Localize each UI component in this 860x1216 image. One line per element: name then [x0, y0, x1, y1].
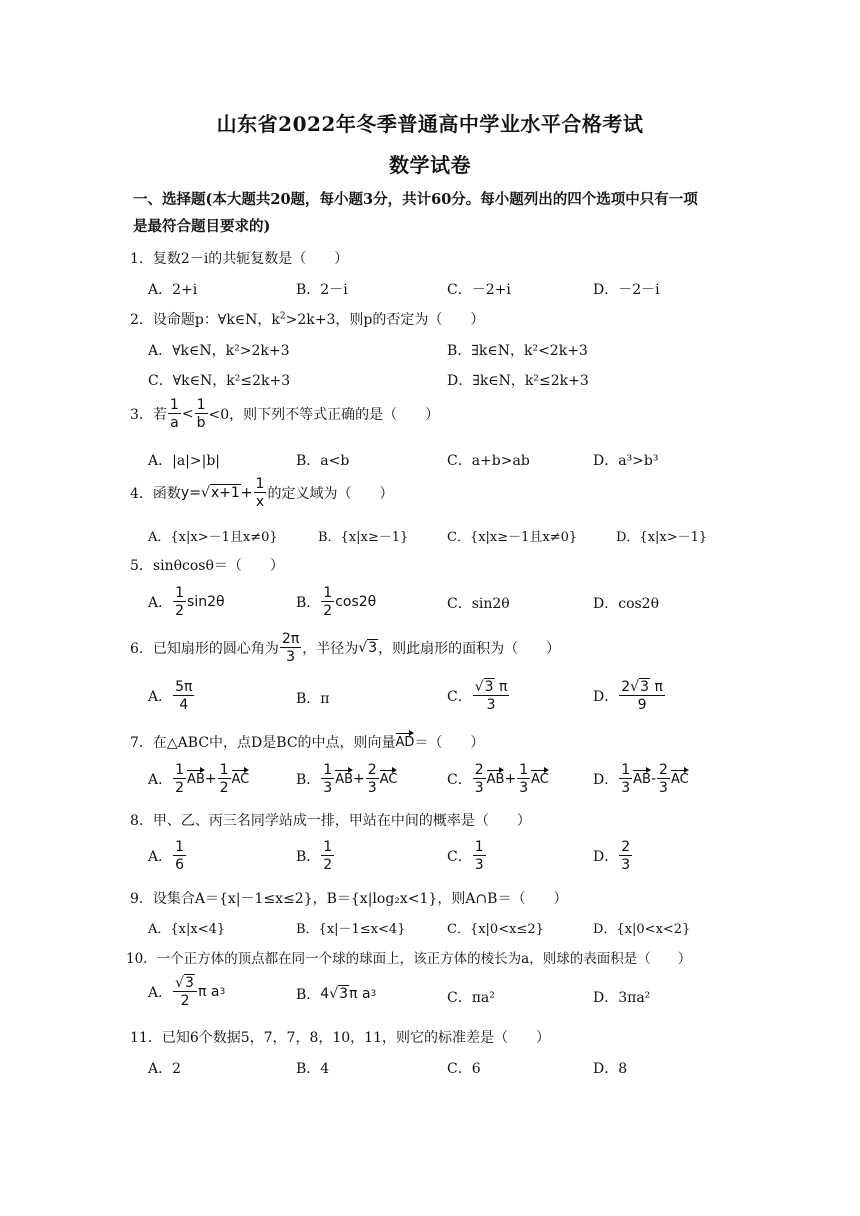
fraction-1-over-2 [321, 840, 334, 872]
sin-2-theta: sin2θ [187, 594, 225, 610]
option-label: C． [447, 772, 472, 788]
section-header-line-1: 一、选择题(本大题共20题，每小题3分，共计60分。每小题列出的四个选项中只有一项 [133, 191, 698, 208]
question-7-option-b [296, 763, 397, 795]
question-6-stem-end: ，则此扇形的面积为（ ） [378, 641, 561, 657]
fraction-numerator: 1 [175, 585, 185, 601]
question-8-option-c [447, 840, 487, 872]
question-6-option-b: B．π [296, 691, 330, 707]
vector-ac: AC [531, 771, 549, 787]
minus-sign: - [650, 771, 657, 787]
section-header-line-2: 是最符合题目要求的) [133, 218, 271, 235]
question-2-option-c: C．∀k∈N，k²≤2k+3 [148, 373, 291, 389]
fraction-1-over-3 [321, 763, 334, 795]
question-1-stem: 1．复数2－i的共轭复数是（ ） [130, 251, 349, 267]
question-2-stem [130, 309, 740, 329]
fraction-denominator: 3 [519, 780, 529, 796]
question-2-stem-end: >2k+3，则p的否定为（ ） [285, 312, 485, 328]
question-3-option-c: C．a+b>ab [447, 453, 530, 469]
question-5-stem: 5．sinθcosθ＝（ ） [130, 558, 284, 574]
fraction-denominator: 2 [323, 603, 333, 619]
fraction-denominator: 3 [486, 697, 496, 713]
vector-ac: AC [379, 771, 398, 787]
question-1-option-d: D．－2－i [593, 282, 660, 298]
question-7-option-a [148, 763, 249, 795]
fraction-2-over-3 [657, 763, 670, 795]
fraction-1-over-b [195, 398, 208, 430]
question-1-option-b: B．2－i [296, 282, 348, 298]
fraction-2-over-3 [619, 840, 632, 872]
fraction-numerator: 2 [474, 762, 484, 778]
question-11-option-a: A．2 [148, 1061, 182, 1077]
vector-ad: AD [395, 734, 415, 750]
sqrt-3: √3 [175, 975, 194, 991]
plus-sign: + [353, 771, 365, 787]
sqrt-radicand: x+1 [210, 485, 240, 501]
vector-ab: AB [187, 771, 205, 787]
question-8-stem: 8．甲、乙、丙三名同学站成一排，甲站在中间的概率是（ ） [130, 813, 531, 829]
sqrt-radicand: 3 [640, 679, 649, 695]
fraction-numerator: 2 [621, 839, 631, 855]
fraction-denominator: 3 [474, 780, 484, 796]
sqrt-expression: √x+1 [200, 485, 240, 501]
option-label: A． [148, 985, 173, 1001]
vector-ab: AB [633, 771, 651, 787]
question-2-exponent: 2 [279, 311, 286, 322]
sqrt-3: √3 [630, 679, 649, 695]
question-3-stem-end: <0，则下列不等式正确的是（ ） [208, 407, 440, 423]
fraction-5pi-over-4 [173, 680, 194, 712]
question-9-option-c: C．{x|0<x≤2} [447, 922, 544, 937]
question-6-option-c [447, 680, 510, 712]
fraction-numerator: 1 [519, 762, 529, 778]
question-4-option-c: C．{x|x≥－1且x≠0} [447, 530, 578, 545]
fraction-numerator: 1 [175, 762, 185, 778]
question-9-stem: 9．设集合A＝{x|－1≤x≤2}，B＝{x|log₂x<1}，则A∩B＝（ ） [130, 891, 568, 907]
option-label: B． [296, 595, 321, 611]
question-3-stem: 3．若 $\frac{1}{a}$ < $\frac{1}{b}$ <0，则下列不等式正确的是（ ） [130, 397, 440, 431]
question-8-option-b [296, 840, 335, 872]
pi-symbol: π [499, 679, 508, 695]
fraction-denominator: 3 [621, 857, 631, 873]
question-9-option-a: A．{x|x<4} [148, 922, 226, 937]
question-3-option-b: B．a<b [296, 453, 350, 469]
question-4-option-b: B．{x|x≥－1} [318, 530, 409, 545]
question-3-option-a: A．|a|>|b| [148, 453, 221, 469]
fraction-1-over-x [254, 477, 267, 509]
fraction-2-over-3 [366, 763, 379, 795]
fraction-1-over-2 [173, 586, 186, 618]
vector-ac: AC [670, 771, 689, 787]
fraction-denominator: 3 [474, 857, 484, 873]
question-3-option-d: D．a³>b³ [593, 453, 659, 469]
question-5-option-d: D．cos2θ [593, 596, 660, 612]
question-8-option-d [593, 840, 633, 872]
fraction-numerator: 1 [219, 762, 229, 778]
fraction-denominator: 2 [219, 780, 229, 796]
question-10-option-a: A． $\frac{√3}{2}$ π a 3 [148, 975, 226, 1009]
fraction-1-over-3 [619, 763, 632, 795]
sqrt-radicand: 3 [185, 975, 194, 991]
section-header [133, 186, 733, 240]
question-6-stem [130, 632, 740, 664]
fraction-numerator: 1 [175, 839, 185, 855]
pi-symbol: π [654, 679, 663, 695]
fraction-denominator: 9 [637, 697, 647, 713]
question-4-stem [130, 477, 740, 509]
exam-subtitle: 数学试卷 [389, 153, 471, 177]
option-label: A． [148, 849, 173, 865]
question-4-option-d: D．{x|x>－1} [616, 530, 708, 545]
fraction-sqrt3-pi-over-3 [473, 680, 510, 712]
fraction-numerator: 2 [367, 762, 377, 778]
question-11-option-d: D．8 [593, 1061, 628, 1077]
fraction-numerator: 1 [323, 762, 333, 778]
question-1-option-a: A．2+i [148, 282, 198, 298]
sqrt-3: √3 [474, 679, 494, 695]
fraction-numerator: 2 [659, 762, 668, 778]
option-label: B． [296, 849, 321, 865]
question-10-stem: 10．一个正方体的顶点都在同一个球的球面上，该正方体的棱长为a，则球的表面积是（ ） [126, 951, 692, 967]
fraction-numerator: 1 [323, 585, 333, 601]
option-label: C． [447, 849, 472, 865]
question-10-option-c: C．πa² [447, 990, 495, 1006]
pi-a: π a [197, 984, 220, 1000]
fraction-denominator: 2 [175, 603, 185, 619]
fraction-denominator: 3 [286, 649, 296, 665]
question-8-option-a [148, 840, 187, 872]
sqrt-radicand: 3 [368, 640, 378, 656]
option-label: A． [148, 689, 173, 705]
fraction-denominator: b [196, 415, 206, 431]
fraction-denominator: 2 [180, 993, 190, 1009]
question-4-stem-end: 的定义域为（ ） [267, 486, 394, 502]
option-label: C． [447, 689, 472, 705]
fraction-numerator: 5π [175, 679, 193, 695]
fraction-1-over-3 [473, 840, 486, 872]
plus-sign: + [504, 771, 517, 787]
question-4-stem-start: 4．函数 [130, 486, 181, 502]
fraction-numerator: 1 [621, 762, 631, 778]
fraction-numerator: 1 [255, 476, 265, 492]
question-6-option-d [593, 680, 666, 712]
coefficient: 2 [621, 679, 631, 695]
fraction-denominator: 4 [179, 697, 189, 713]
fraction-denominator: 3 [367, 780, 377, 796]
pi-a: π a [349, 986, 371, 1002]
sqrt-radicand: 3 [484, 679, 494, 695]
plus-sign: + [240, 485, 253, 501]
fraction-numerator: 1 [474, 839, 484, 855]
question-9-option-d: D．{x|0<x<2} [593, 922, 691, 937]
fraction-numerator [619, 680, 665, 696]
fraction-1-over-a [168, 398, 181, 430]
exam-title: 山东省2022年冬季普通高中学业水平合格考试 [216, 112, 644, 136]
fraction-denominator: 3 [621, 780, 631, 796]
fraction-denominator: 3 [659, 780, 668, 796]
option-label: A． [148, 595, 173, 611]
fraction-1-over-2 [218, 763, 231, 795]
coefficient: 4 [320, 986, 330, 1002]
question-11-option-c: C．6 [447, 1061, 481, 1077]
fraction-1-over-3 [517, 763, 530, 795]
question-6-stem-mid: ，半径为 [302, 641, 359, 657]
fraction-1-over-2 [173, 763, 186, 795]
fraction-numerator: 1 [169, 397, 179, 413]
fraction-2sqrt3-pi-over-9 [619, 680, 665, 712]
question-7-option-d [593, 763, 689, 795]
question-5-option-c: C．sin2θ [447, 596, 510, 612]
question-1-option-c: C．－2+i [447, 282, 511, 298]
question-11-stem: 11．已知6个数据5，7，7，8，10，11，则它的标准差是（ ） [130, 1030, 550, 1046]
fraction-1-over-6 [173, 840, 186, 872]
option-label: D． [593, 772, 619, 788]
sqrt-3: √3 [358, 640, 378, 656]
cos-2-theta: cos2θ [335, 594, 377, 610]
fraction-numerator: 2π [281, 631, 300, 647]
sqrt-3: √3 [329, 986, 349, 1002]
vector-ab: AB [335, 771, 354, 787]
fraction-denominator: 6 [175, 857, 185, 873]
fraction-numerator [473, 680, 510, 696]
option-label: B． [296, 987, 321, 1003]
fraction-2pi-over-3 [280, 632, 301, 664]
vector-ab: AB [486, 771, 505, 787]
question-9-option-b: B．{x|－1≤x<4} [296, 922, 406, 937]
question-5-option-a [148, 586, 225, 618]
question-3-stem-start: 3．若 [130, 407, 167, 423]
option-label: D． [593, 689, 619, 705]
question-6-option-a [148, 680, 195, 712]
question-7-stem-end: ＝（ ） [414, 735, 485, 751]
fraction-numerator [173, 976, 197, 992]
question-2-option-b: B．∃k∈N，k²<2k+3 [447, 343, 588, 359]
question-7-stem-start: 7．在△ABC中，点D是BC的中点，则向量 [130, 735, 396, 751]
question-2-stem-start: 2．设命题p：∀k∈N，k [130, 312, 280, 328]
fraction-denominator: x [255, 494, 265, 510]
option-label: A． [148, 772, 173, 788]
question-10-option-d: D．3πa² [593, 990, 651, 1006]
fraction-numerator: 1 [196, 397, 206, 413]
plus-sign: + [204, 771, 217, 787]
question-2-option-a: A．∀k∈N，k²>2k+3 [148, 343, 290, 359]
question-6-stem-start: 6．已知扇形的圆心角为 [130, 641, 279, 657]
fraction-sqrt3-over-2 [173, 976, 197, 1008]
fraction-numerator: 1 [323, 839, 333, 855]
option-label: B． [296, 772, 321, 788]
sqrt-radicand: 3 [339, 986, 349, 1002]
function-y-equals: y= [180, 485, 201, 501]
fraction-1-over-2 [321, 586, 334, 618]
fraction-denominator: a [170, 415, 179, 431]
question-4-option-a: A．{x|x>－1且x≠0} [148, 530, 278, 545]
question-7-option-c [447, 763, 549, 795]
fraction-2-over-3 [473, 763, 486, 795]
fraction-denominator: 2 [323, 857, 333, 873]
question-10-option-b: B． 4 √3 π a 3 [296, 986, 377, 1003]
question-5-option-b [296, 586, 376, 618]
fraction-denominator: 3 [323, 780, 333, 796]
fraction-denominator: 2 [175, 780, 185, 796]
question-2-option-d: D．∃k∈N，k²≤2k+3 [447, 373, 589, 389]
question-7-stem [130, 732, 740, 752]
vector-ac: AC [231, 771, 250, 787]
question-11-option-b: B．4 [296, 1061, 330, 1077]
option-label: D． [593, 849, 619, 865]
